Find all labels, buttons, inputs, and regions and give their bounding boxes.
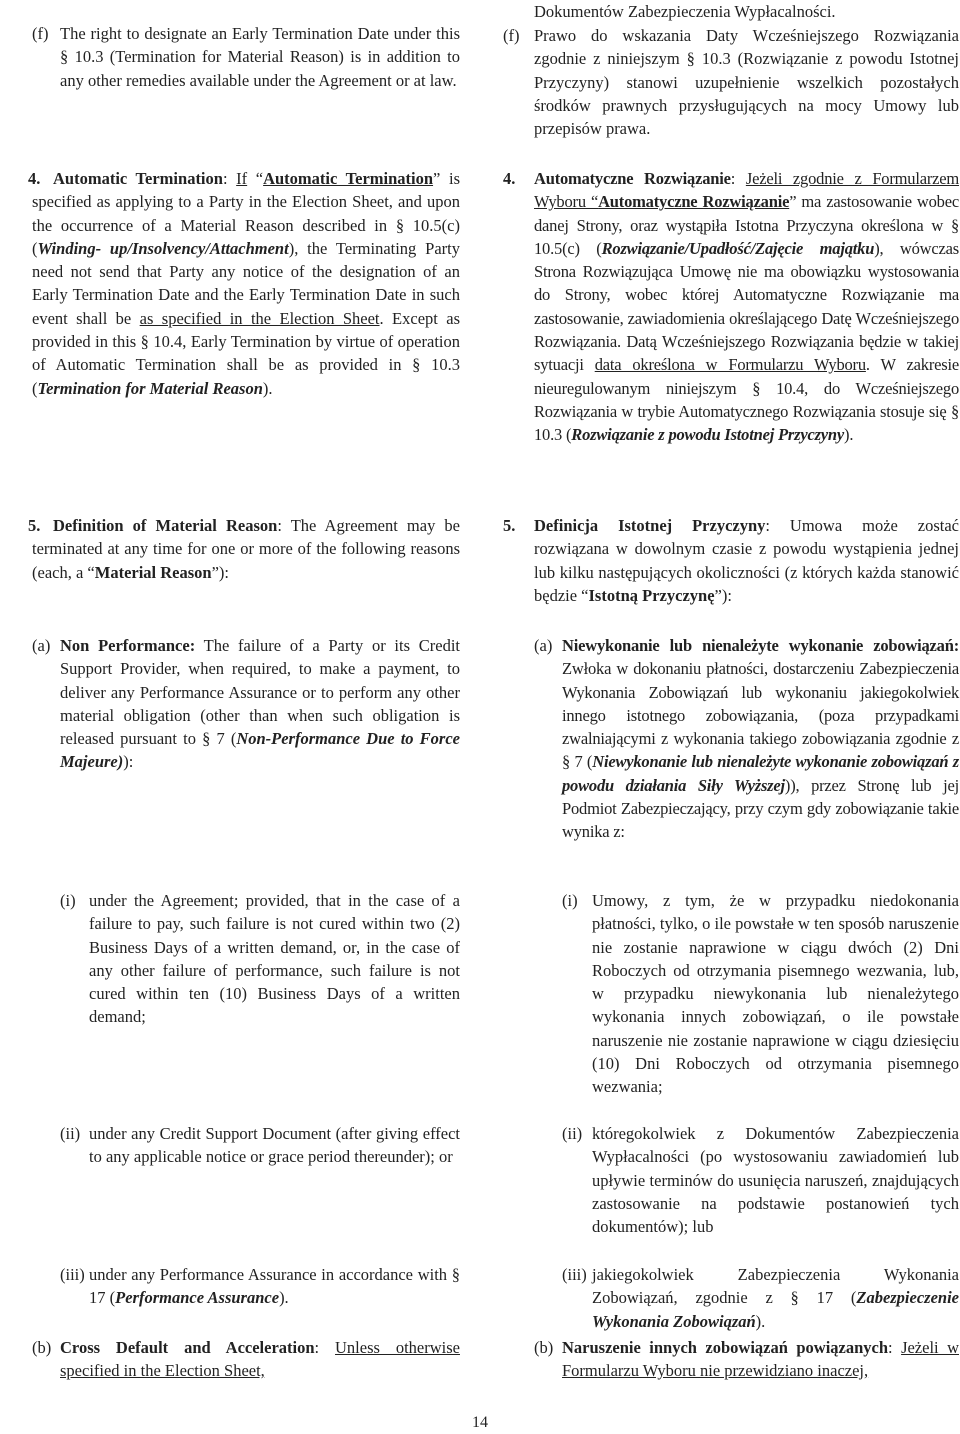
right-b-form-ref: Jeżeli w Formularzu Wyboru nie przewidziano inaczej, — [562, 1338, 959, 1381]
left-iii-label: (iii) — [60, 1265, 85, 1284]
right-iii-label: (iii) — [562, 1265, 587, 1284]
left-s4-title: Automatic Termination — [53, 169, 223, 188]
right-iii-paragraph: jakiegokolwiek Zabezpieczenia Wykonania Zobowiązań, zgodnie z § 17 (Zabezpieczenie Wykonania Zobowiązań). — [592, 1265, 959, 1331]
right-ii-text: któregokolwiek z Dokumentów Zabezpieczenia Wypłacalności (po wystosowaniu zawiadomień lub upływie terminów do usunięcia naruszeń, znajdujących zastosowanie na podstawie postanowień tych dokumentów); lub — [592, 1124, 959, 1237]
left-i-label: (i) — [60, 891, 76, 910]
right-s4-form-ref: data określona w Formularzu Wyboru — [594, 355, 866, 375]
left-a-label: (a) — [32, 636, 51, 655]
right-f-text: Prawo do wskazania Daty Wcześniejszego Rozwiązania zgodnie z niniejszym § 10.3 (Rozwiązanie z powodu Istotnej Przyczyny) stanowi uzupełnienie wszelkich pozostałych środków prawnych przysługujących na mocy Umowy lub przepisów prawa. — [534, 26, 959, 139]
left-b-title: Cross Default and Acceleration — [60, 1338, 315, 1357]
right-s5-paragraph: Definicja Istotnej Przyczyny: Umowa może zostać rozwiązana w dowolnym czasie z powodu wystąpienia jednej lub kilku następujących okoliczności (z których każda stanowić będzie “Istotną Przyczynę”): — [534, 516, 959, 605]
left-s5-number: 5. — [28, 516, 41, 535]
right-i-text: Umowy, z tym, że w przypadku niedokonania płatności, tylko, o ile powstałe w ten sposób naruszenie nie zostanie naprawione w ciągu dwóch (2) Dni Roboczych od otrzymania pisemnego wezwania, lub, w przypadku niewykonania lub nienależytego wykonania innych zobowiązań, o ile powstałe naruszenie nie zostanie naprawione w ciągu dziesięciu (10) Dni Roboczych od otrzymania pisemnego wezwania; — [592, 891, 959, 1097]
left-ii-label: (ii) — [60, 1124, 81, 1143]
left-s5-title: Definition of Material Reason — [53, 516, 278, 535]
right-b-label: (b) — [534, 1338, 554, 1357]
left-b-election-sheet-ref: Unless otherwise specified in the Election Sheet, — [60, 1338, 460, 1381]
left-s4-paragraph: Automatic Termination: If “Automatic Termination” is specified as applying to a Party in the Election Sheet, and upon the occurrence of a Material Reason described in § 10.5(c) (Winding- up/Insolvency/Attachment), the Terminating Party need not send that Party any notice of the designation of an Early Termination Date and the Early Termination Date in such event shall be as specified in the Election Sheet. Except as provided in this § 10.4, Early Termination by virtue of operation of Automatic Termination shall be as provided in § 10.3 (Termination for Material Reason). — [32, 169, 460, 398]
right-a-title: Niewykonanie lub nienależyte wykonanie zobowiązań: — [562, 636, 959, 655]
left-s4-election-sheet-ref: as specified in the Election Sheet — [139, 308, 380, 328]
left-s4-term: Automatic Termination — [263, 169, 434, 188]
left-iii-paragraph: under any Performance Assurance in accordance with § 17 (Performance Assurance). — [89, 1265, 460, 1308]
right-b-paragraph: Naruszenie innych zobowiązań powiązanych: Jeżeli w Formularzu Wyboru nie przewidziano inaczej, — [562, 1338, 959, 1381]
right-a-label: (a) — [534, 636, 553, 655]
left-ii-text: under any Credit Support Document (after giving effect to any applicable notice or grace period thereunder); or — [89, 1124, 460, 1167]
left-s4-number: 4. — [28, 169, 41, 188]
left-a-title: Non Performance: — [60, 636, 196, 655]
left-f-text: The right to designate an Early Termination Date under this § 10.3 (Termination for Material Reason) is in addition to any other remedies available under the Agreement or at law. — [60, 24, 460, 90]
left-b-paragraph: Cross Default and Acceleration: Unless otherwise specified in the Election Sheet, — [60, 1338, 460, 1381]
page-number: 14 — [472, 1414, 488, 1431]
right-s4-term: Automatyczne Rozwiązanie — [598, 192, 790, 212]
right-b-title: Naruszenie innych zobowiązań powiązanych — [562, 1338, 889, 1357]
left-a-paragraph: Non Performance: The failure of a Party or its Credit Support Provider, when required, to make a payment, to deliver any Performance Assurance or to perform any other material obligation (other than when such obligation is released pursuant to § 7 (Non-Performance Due to Force Majeure)): — [60, 636, 461, 772]
left-s5-paragraph: Definition of Material Reason: The Agreement may be terminated at any time for one or more of the following reasons (each, a “Material Reason”): — [32, 516, 460, 582]
right-s4-number: 4. — [503, 169, 516, 188]
right-s4-paragraph: Automatyczne Rozwiązanie: Jeżeli zgodnie z Formularzem Wyboru “Automatyczne Rozwiązanie” ma zastosowanie wobec danej Strony, oraz wystąpiła Istotna Przyczyna określona w § 10.5(c) (Rozwiązanie/Upadłość/Zajęcie majątku), wówczas Strona Rozwiązująca Umowę nie ma obowiązku wystosowania do Strony, wobec której Automatyczne Rozwiązanie ma zastosowanie, zawiadomienia określającego Datę Wcześniejszego Rozwiązania. Datą Wcześniejszego Rozwiązania będzie w takiej sytuacji data określona w Formularzu Wyboru. W zakresie nieuregulowanym niniejszym § 10.4, do Wcześniejszego Rozwiązania w trybie Automatycznego Rozwiązania stosuje się § 10.3 (Rozwiązanie z powodu Istotnej Przyczyny). — [534, 169, 960, 445]
right-s5-title: Definicja Istotnej Przyczyny — [534, 516, 766, 535]
left-s4-if: If — [236, 169, 248, 188]
right-f-label: (f) — [503, 26, 520, 45]
left-b-label: (b) — [32, 1338, 52, 1357]
left-i-text: under the Agreement; provided, that in the case of a failure to pay, such failure is not cured within two (2) Business Days of a written demand, or, in the case of any other failure of performance, such failure is not cured within ten (10) Business Days of a written demand; — [89, 891, 460, 1027]
right-i-label: (i) — [562, 891, 578, 910]
right-s4-title: Automatyczne Rozwiązanie — [534, 169, 731, 188]
right-s5-number: 5. — [503, 516, 516, 535]
right-top-continuation: Dokumentów Zabezpieczenia Wypłacalności. — [534, 2, 836, 21]
right-ii-label: (ii) — [562, 1124, 583, 1143]
right-a-paragraph: Niewykonanie lub nienależyte wykonanie zobowiązań: Zwłoka w dokonaniu płatności, dostarczeniu Zabezpieczenia Wykonania Zobowiązań lub wykonaniu jakiegokolwiek innego istotnego zobowiązania, (poza przypadkami zwalniającymi z wykonania takiego zobowiązania zgodnie z § 7 (Niewykonanie lub nienależyte wykonanie zobowiązań z powodu działania Siły Wyższej)), przez Stronę lub jej Podmiot Zabezpieczający, przy czym gdy zobowiązanie takie wynika z: — [562, 636, 960, 842]
left-f-label: (f) — [32, 24, 49, 43]
